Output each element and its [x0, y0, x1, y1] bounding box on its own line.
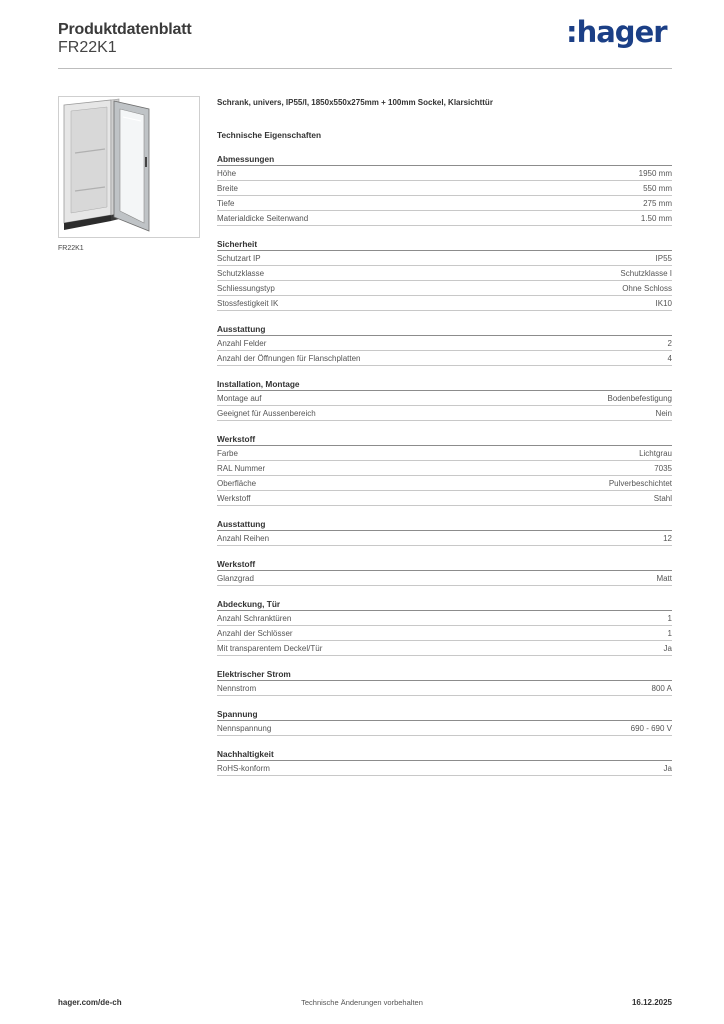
spec-row — [217, 491, 672, 506]
spec-label: Geeignet für Aussenbereich — [217, 408, 316, 418]
spec-value: 1.50 mm — [640, 213, 672, 223]
spec-row — [217, 406, 672, 421]
spec-value: 800 A — [651, 683, 672, 693]
spec-label: Mit transparentem Deckel/Tür — [217, 643, 323, 653]
spec-row — [217, 211, 672, 226]
footer-date: 16.12.2025 — [631, 998, 672, 1007]
spec-value: 12 — [663, 533, 672, 543]
spec-group — [217, 379, 672, 421]
spec-label: Anzahl der Öffnungen für Flanschplatten — [217, 353, 361, 363]
spec-row — [217, 296, 672, 311]
header-divider — [58, 68, 672, 69]
spec-value: 1 — [667, 613, 672, 623]
spec-label: Farbe — [217, 448, 238, 458]
spec-group — [217, 434, 672, 506]
spec-row — [217, 681, 672, 696]
spec-label: Stossfestigkeit IK — [217, 298, 279, 308]
spec-label: Anzahl Felder — [217, 338, 267, 348]
spec-value: Ohne Schloss — [622, 283, 672, 293]
spec-label: Schliessungstyp — [217, 283, 275, 293]
spec-label: Glanzgrad — [217, 573, 254, 583]
spec-row — [217, 166, 672, 181]
spec-value: 1 — [667, 628, 672, 638]
spec-row — [217, 266, 672, 281]
product-code: FR22K1 — [58, 39, 117, 56]
spec-group — [217, 324, 672, 366]
spec-value: Schutzklasse I — [620, 268, 672, 278]
spec-value: 690 - 690 V — [630, 723, 672, 733]
spec-label: Montage auf — [217, 393, 262, 403]
spec-label: Anzahl der Schlösser — [217, 628, 293, 638]
spec-label: Schutzklasse — [217, 268, 265, 278]
image-caption: FR22K1 — [58, 245, 84, 252]
spec-row — [217, 461, 672, 476]
spec-value: IK10 — [655, 298, 672, 308]
spec-label: Oberfläche — [217, 478, 257, 488]
spec-label: Werkstoff — [217, 493, 251, 503]
footer-website: hager.com/de-ch — [58, 998, 122, 1007]
spec-value: Ja — [663, 763, 672, 773]
spec-label: Tiefe — [217, 198, 235, 208]
spec-row — [217, 626, 672, 641]
spec-label: Materialdicke Seitenwand — [217, 213, 309, 223]
spec-group — [217, 559, 672, 586]
cabinet-illustration — [59, 97, 199, 237]
spec-label: Schutzart IP — [217, 253, 261, 263]
spec-label: Nennspannung — [217, 723, 272, 733]
spec-label: RAL Nummer — [217, 463, 266, 473]
spec-label: RoHS-konform — [217, 763, 270, 773]
spec-group-title: Ausstattung — [217, 519, 672, 531]
spec-row — [217, 641, 672, 656]
spec-group — [217, 599, 672, 656]
spec-value: Matt — [656, 573, 672, 583]
spec-row — [217, 571, 672, 586]
spec-row — [217, 721, 672, 736]
product-image — [58, 96, 200, 238]
hager-logo: :hager — [566, 15, 667, 49]
spec-group-title: Ausstattung — [217, 324, 672, 336]
spec-value: Pulverbeschichtet — [608, 478, 672, 488]
spec-group — [217, 669, 672, 696]
spec-row — [217, 251, 672, 266]
spec-label: Anzahl Reihen — [217, 533, 270, 543]
spec-row — [217, 531, 672, 546]
spec-value: Stahl — [653, 493, 672, 503]
spec-row — [217, 446, 672, 461]
spec-value: IP55 — [655, 253, 672, 263]
spec-group-title: Werkstoff — [217, 434, 672, 446]
spec-row — [217, 391, 672, 406]
spec-value: 2 — [667, 338, 672, 348]
footer-disclaimer: Technische Änderungen vorbehalten — [301, 998, 423, 1007]
spec-group-title: Nachhaltigkeit — [217, 749, 672, 761]
spec-group-title: Abmessungen — [217, 154, 672, 166]
spec-value: Bodenbefestigung — [607, 393, 672, 403]
spec-group-title: Werkstoff — [217, 559, 672, 571]
spec-row — [217, 476, 672, 491]
spec-row — [217, 281, 672, 296]
spec-row — [217, 336, 672, 351]
spec-label: Breite — [217, 183, 238, 193]
spec-value: 275 mm — [643, 198, 672, 208]
section-title: Technische Eigenschaften — [217, 130, 322, 140]
spec-group — [217, 709, 672, 736]
spec-content — [217, 97, 672, 776]
product-description: Schrank, univers, IP55/I, 1850x550x275mm + 100mm Sockel, Klarsichttür — [217, 98, 493, 107]
spec-group — [217, 239, 672, 311]
spec-label: Nennstrom — [217, 683, 257, 693]
spec-groups — [217, 154, 672, 776]
spec-row — [217, 196, 672, 211]
spec-group — [217, 154, 672, 226]
spec-value: 4 — [667, 353, 672, 363]
spec-value: 1950 mm — [638, 168, 672, 178]
spec-value: 7035 — [654, 463, 672, 473]
spec-row — [217, 761, 672, 776]
spec-value: Nein — [655, 408, 672, 418]
spec-row — [217, 181, 672, 196]
spec-row — [217, 611, 672, 626]
spec-group-title: Spannung — [217, 709, 672, 721]
spec-value: Ja — [663, 643, 672, 653]
spec-group — [217, 519, 672, 546]
spec-value: 550 mm — [643, 183, 672, 193]
spec-label: Höhe — [217, 168, 237, 178]
spec-value: Lichtgrau — [639, 448, 672, 458]
spec-group-title: Installation, Montage — [217, 379, 672, 391]
spec-group-title: Sicherheit — [217, 239, 672, 251]
spec-row — [217, 351, 672, 366]
spec-label: Anzahl Schranktüren — [217, 613, 292, 623]
page-title: Produktdatenblatt — [58, 21, 192, 38]
spec-group — [217, 749, 672, 776]
spec-group-title: Elektrischer Strom — [217, 669, 672, 681]
spec-group-title: Abdeckung, Tür — [217, 599, 672, 611]
